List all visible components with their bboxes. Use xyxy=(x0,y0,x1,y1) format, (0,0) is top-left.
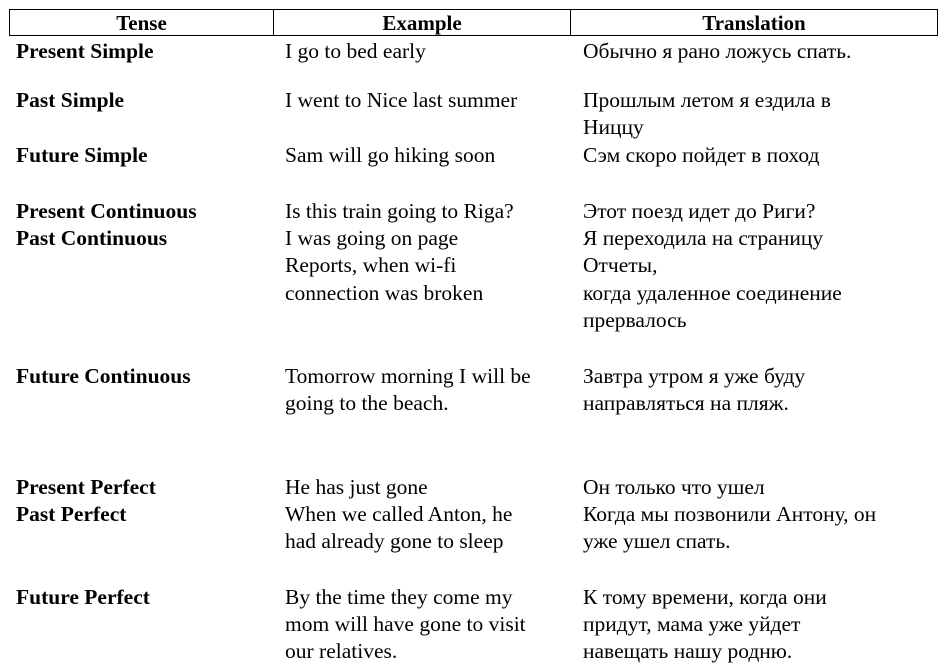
example-future-perfect-line-1: By the time they come my xyxy=(285,585,513,609)
example-past-perfect-line-1: When we called Anton, he xyxy=(285,502,513,526)
tense-present-simple: Present Simple xyxy=(16,39,154,63)
example-past-perfect-line-2: had already gone to sleep xyxy=(285,529,504,553)
translation-past-simple-line-1: Прошлым летом я ездила в xyxy=(583,88,831,112)
translation-present-perfect: Он только что ушел xyxy=(583,475,765,499)
example-past-continuous-line-2: Reports, when wi-fi xyxy=(285,253,457,277)
example-past-continuous-line-3: connection was broken xyxy=(285,281,484,305)
example-future-perfect-line-2: mom will have gone to visit xyxy=(285,612,526,636)
translation-future-perfect-line-2: придут, мама уже уйдет xyxy=(583,612,801,636)
tense-past-perfect: Past Perfect xyxy=(16,502,127,526)
tense-future-simple: Future Simple xyxy=(16,143,148,167)
translation-past-continuous-line-3: когда удаленное соединение xyxy=(583,281,842,305)
tense-past-continuous: Past Continuous xyxy=(16,226,168,250)
translation-future-perfect-line-1: К тому времени, когда они xyxy=(583,585,827,609)
example-future-continuous-line-2: going to the beach. xyxy=(285,391,449,415)
example-present-perfect: He has just gone xyxy=(285,475,428,499)
translation-present-continuous: Этот поезд идет до Риги? xyxy=(583,199,816,223)
translation-past-continuous-line-1: Я переходила на страницу xyxy=(583,226,824,250)
translation-past-simple-line-2: Ниццу xyxy=(583,115,644,139)
tense-future-perfect: Future Perfect xyxy=(16,585,150,609)
header-translation: Translation xyxy=(570,9,938,36)
example-past-simple: I went to Nice last summer xyxy=(285,88,518,112)
translation-past-continuous-line-4: прервалось xyxy=(583,308,687,332)
translation-past-perfect-line-1: Когда мы позвонили Антону, он xyxy=(583,502,877,526)
example-future-continuous-line-1: Tomorrow morning I will be xyxy=(285,364,531,388)
tense-present-continuous: Present Continuous xyxy=(16,199,197,223)
translation-future-perfect-line-3: навещать нашу родню. xyxy=(583,639,793,663)
header-tense: Tense xyxy=(9,9,274,36)
tense-future-continuous: Future Continuous xyxy=(16,364,191,388)
translation-present-simple: Обычно я рано ложусь спать. xyxy=(583,39,852,63)
header-example: Example xyxy=(273,9,571,36)
tense-past-simple: Past Simple xyxy=(16,88,125,112)
example-present-continuous: Is this train going to Riga? xyxy=(285,199,514,223)
translation-future-simple: Сэм скоро пойдет в поход xyxy=(583,143,820,167)
example-future-simple: Sam will go hiking soon xyxy=(285,143,496,167)
translation-past-perfect-line-2: уже ушел спать. xyxy=(583,529,731,553)
translation-future-continuous-line-1: Завтра утром я уже буду xyxy=(583,364,806,388)
translation-future-continuous-line-2: направляться на пляж. xyxy=(583,391,789,415)
example-past-continuous-line-1: I was going on page xyxy=(285,226,459,250)
example-future-perfect-line-3: our relatives. xyxy=(285,639,398,663)
translation-past-continuous-line-2: Отчеты, xyxy=(583,253,658,277)
tense-present-perfect: Present Perfect xyxy=(16,475,156,499)
example-present-simple: I go to bed early xyxy=(285,39,426,63)
